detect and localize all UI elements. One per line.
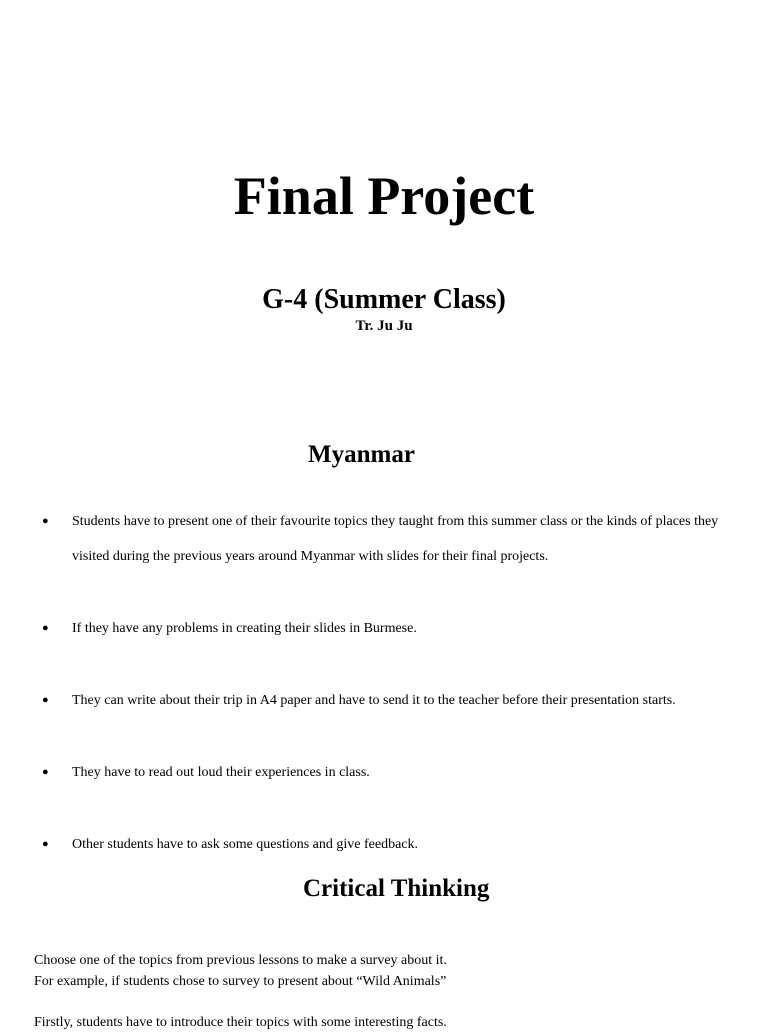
bullet-icon: ● <box>42 838 49 850</box>
bullet-text: Other students have to ask some questions and give feedback. <box>72 837 419 852</box>
teacher-name: Tr. Ju Ju <box>355 318 413 334</box>
bullet-text: They can write about their trip in A4 paper and have to send it to the teacher before their presentation starts. <box>72 693 676 708</box>
bullet-icon: ● <box>42 694 49 706</box>
section-heading-critical-thinking: Critical Thinking <box>303 875 490 902</box>
bullet-text: If they have any problems in creating their slides in Burmese. <box>72 621 417 636</box>
bullet-icon: ● <box>42 622 49 634</box>
bullet-icon: ● <box>42 766 49 778</box>
paragraph: For example, if students chose to survey to present about “Wild Animals” <box>34 974 447 989</box>
paragraph: Firstly, students have to introduce their topics with some interesting facts. <box>34 1015 447 1030</box>
bullet-icon: ● <box>42 515 49 527</box>
document-subtitle: G-4 (Summer Class) <box>262 284 506 315</box>
section-heading-myanmar: Myanmar <box>308 441 415 468</box>
bullet-text: Students have to present one of their favourite topics they taught from this summer class or the kinds of places they visited during the previous years around Myanmar with slides for their final projects. <box>72 514 719 564</box>
document-title: Final Project <box>233 166 535 226</box>
paragraph: Choose one of the topics from previous lessons to make a survey about it. <box>34 953 447 968</box>
bullet-text: They have to read out loud their experiences in class. <box>72 765 370 780</box>
